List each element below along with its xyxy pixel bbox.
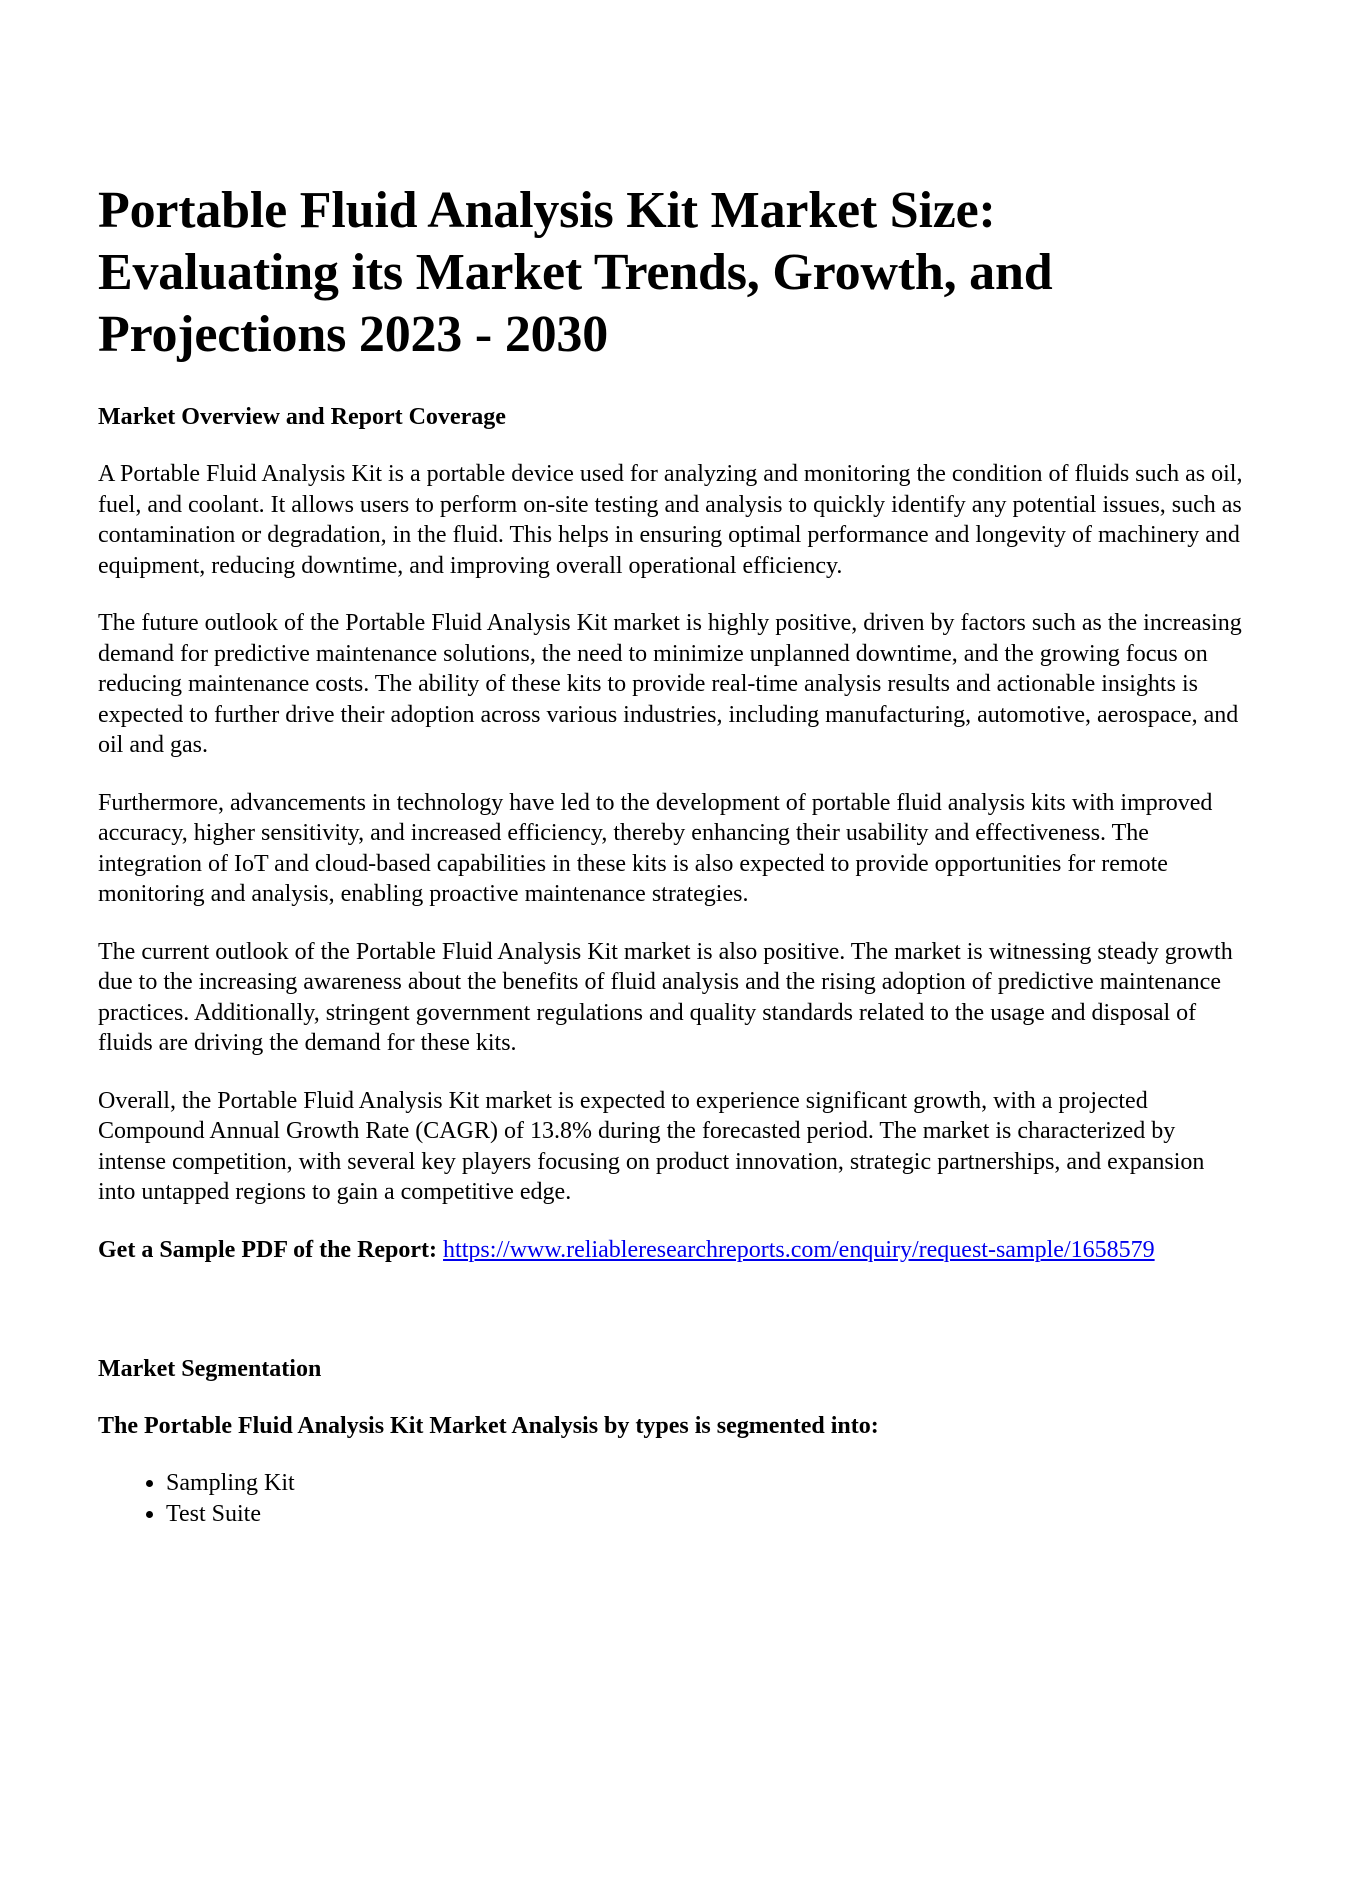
paragraph: The future outlook of the Portable Fluid Analysis Kit market is highly positive, driven by factors such as the increasing demand for predictive maintenance solutions, the need to minimize unplanned downtime, and the growing focus on reducing maintenance costs. The ability of these kits to provide real-time analysis results and actionable insights is expected to further drive their adoption across various industries, including manufacturing, automotive, aerospace, and oil and gas. xyxy=(98,610,1242,758)
page-title: Portable Fluid Analysis Kit Market Size: Evaluating its Market Trends, Growth, and Projections 2023 - 2030 xyxy=(98,182,1053,363)
sample-pdf-link[interactable]: https://www.reliableresearchreports.com/enquiry/request-sample/1658579 xyxy=(443,1236,1155,1263)
segment-types-list xyxy=(98,1468,1247,1529)
list-item: • Sampling Kit xyxy=(166,1468,1247,1499)
list-item: • Test Suite xyxy=(166,1499,1247,1530)
paragraph: The current outlook of the Portable Fluid Analysis Kit market is also positive. The market is witnessing steady growth due to the increasing awareness about the benefits of fluid analysis and the rising adoption of predictive maintenance practices. Additionally, stringent government regulations and quality standards related to the usage and disposal of fluids are driving the demand for these kits. xyxy=(98,938,1233,1056)
paragraph: A Portable Fluid Analysis Kit is a portable device used for analyzing and monitoring the condition of fluids such as oil, fuel, and coolant. It allows users to perform on-site testing and analysis to quickly identify any potential issues, such as contamination or degradation, in the fluid. This helps in ensuring optimal performance and longevity of machinery and equipment, reducing downtime, and improving overall operational efficiency. xyxy=(98,461,1243,579)
section-heading-overview: Market Overview and Report Coverage xyxy=(98,404,506,430)
paragraph: Overall, the Portable Fluid Analysis Kit market is expected to experience significant growth, with a projected Compound Annual Growth Rate (CAGR) of 13.8% during the forecasted period. The market is characterized by intense competition, with several key players focusing on product innovation, strategic partnerships, and expansion into untapped regions to gain a competitive edge. xyxy=(98,1087,1205,1205)
paragraph: Furthermore, advancements in technology have led to the development of portable fluid analysis kits with improved accuracy, higher sensitivity, and increased efficiency, thereby enhancing their usability and effectiveness. The integration of IoT and cloud-based capabilities in these kits is also expected to provide opportunities for remote monitoring and analysis, enabling proactive maintenance strategies. xyxy=(98,789,1213,907)
spacer xyxy=(98,1292,1247,1354)
sample-pdf-line xyxy=(98,1235,1247,1266)
section-heading-segmentation: Market Segmentation xyxy=(98,1356,322,1382)
sample-pdf-label: Get a Sample PDF of the Report: xyxy=(98,1236,438,1263)
segmentation-subheading: The Portable Fluid Analysis Kit Market Analysis by types is segmented into: xyxy=(98,1413,879,1439)
